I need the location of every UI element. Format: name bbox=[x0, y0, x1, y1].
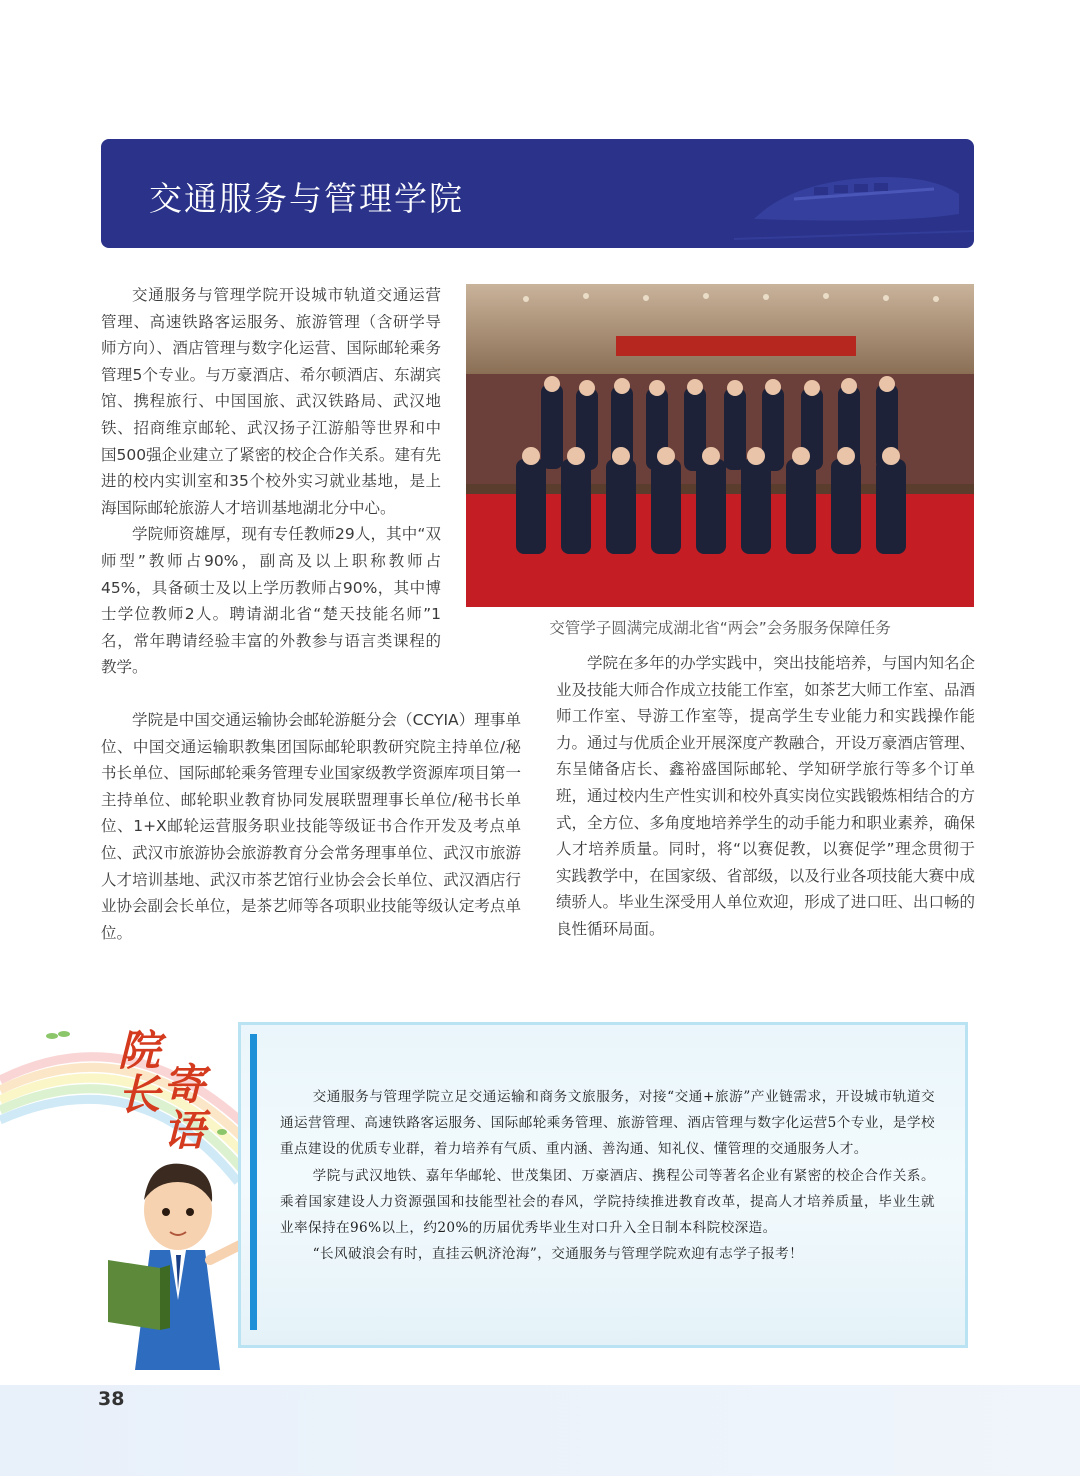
students-group-photo bbox=[466, 284, 974, 607]
photo-caption: 交管学子圆满完成湖北省“两会”会务服务保障任务 bbox=[549, 619, 891, 637]
heading-char-4: 语 bbox=[163, 1106, 206, 1155]
heading-char-3: 寄 bbox=[163, 1060, 206, 1109]
section-header-banner bbox=[101, 139, 974, 248]
dean-message-paragraph-1: 交通服务与管理学院立足交通运输和商务文旅服务，对接“交通+旅游”产业链需求，开设城市轨道交通运营管理、高速铁路客运服务、国际邮轮乘务管理、旅游管理、酒店管理与数字化运营5个专业，是学校重点建设的优质专业群，着力培养有气质、重内涵、善沟通、知礼仪、懂管理的交通服务人才。 bbox=[280, 1089, 935, 1158]
heading-char-1: 院 bbox=[118, 1026, 161, 1075]
section-title: 交通服务与管理学院 bbox=[149, 179, 464, 218]
group-photo-image bbox=[466, 284, 974, 607]
dean-message-paragraph-3: “长风破浪会有时，直挂云帆济沧海”，交通服务与管理学院欢迎有志学子报考！ bbox=[312, 1246, 804, 1263]
dean-message-text bbox=[280, 1084, 935, 1267]
intro-paragraph-1: 交通服务与管理学院开设城市轨道交通运营管理、高速铁路客运服务、旅游管理（含研学导师方向）、酒店管理与数字化运营、国际邮轮乘务管理5个专业。与万豪酒店、希尔顿酒店、东湖宾馆、携程旅行、中国国旅、武汉铁路局、武汉地铁、招商维京邮轮、武汉扬子江游船等世界和中国500强企业建立了紧密的校企合作关系。建有先进的校内实训室和35个校外实习就业基地，是上海国际邮轮旅游人才培训基地湖北分中心。 bbox=[101, 286, 441, 517]
heading-char-2: 长 bbox=[118, 1070, 161, 1119]
page-number: 38 bbox=[98, 1388, 125, 1410]
membership-text-column bbox=[101, 707, 521, 946]
practice-text-column bbox=[556, 650, 975, 943]
dean-message-paragraph-2: 学院与武汉地铁、嘉年华邮轮、世茂集团、万豪酒店、携程公司等著名企业有紧密的校企合作关系。乘着国家建设人力资源强国和技能型社会的春风，学院持续推进教育改革，提高人才培养质量，毕业生就业率保持在96%以上，约20%的历届优秀毕业生对口升入全日制本科院校深造。 bbox=[280, 1167, 935, 1237]
train-decoration-icon bbox=[734, 139, 974, 248]
membership-paragraph: 学院是中国交通运输协会邮轮游艇分会（CCYIA）理事单位、中国交通运输职教集团国际邮轮职教研究院主持单位/秘书长单位、国际邮轮乘务管理专业国家级教学资源库项目第一主持单位、邮轮职业教育协同发展联盟理事长单位/秘书长单位、1+X邮轮运营服务职业技能等级证书合作开发及考点单位、武汉市旅游协会旅游教育分会常务理事单位、武汉市旅游人才培训基地、武汉市茶艺馆行业协会会长单位、武汉酒店行业协会副会长单位，是茶艺师等各项职业技能等级认定考点单位。 bbox=[101, 711, 521, 942]
footer-band bbox=[0, 1385, 1080, 1476]
intro-text-column bbox=[101, 282, 441, 681]
intro-paragraph-2: 学院师资雄厚，现有专任教师29人，其中“双师型”教师占90%，副高及以上职称教师占45%，具备硕士及以上学历教师占90%，其中博士学位教师2人。聘请湖北省“楚天技能名师”1名，常年聘请经验丰富的外教参与语言类课程的教学。 bbox=[101, 525, 441, 677]
practice-paragraph: 学院在多年的办学实践中，突出技能培养，与国内知名企业及技能大师合作成立技能工作室，如茶艺大师工作室、品酒师工作室、导游工作室等，提高学生专业能力和实践操作能力。通过与优质企业开展深度产教融合，开设万豪酒店管理、东呈储备店长、鑫裕盛国际邮轮、学知研学旅行等多个订单班，通过校内生产性实训和校外真实岗位实践锻炼相结合的方式，全方位、多角度地培养学生的动手能力和职业素养，确保人才培养质量。同时，将“以赛促教，以赛促学”理念贯彻于实践教学中，在国家级、省部级，以及行业各项技能大赛中成绩骄人。毕业生深受用人单位欢迎，形成了进口旺、出口畅的良性循环局面。 bbox=[556, 654, 975, 938]
